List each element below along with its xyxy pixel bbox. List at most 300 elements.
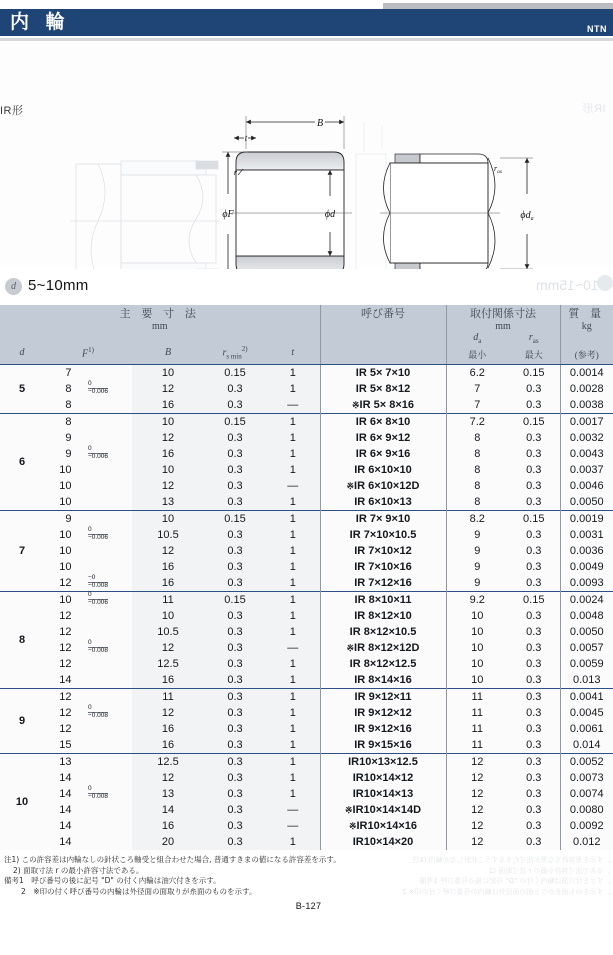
col-sym-ras-sub: as bbox=[532, 337, 539, 345]
cell-thickness-t: 1 bbox=[266, 705, 320, 721]
cell-mounting-ras: 0.15 bbox=[508, 365, 560, 382]
cell-thickness-t: 1 bbox=[266, 770, 320, 786]
cell-mounting-ras: 0.3 bbox=[508, 494, 560, 511]
cell-chamfer-r: 0.3 bbox=[204, 527, 266, 543]
cell-F-diameter bbox=[44, 478, 132, 494]
cell-F-value: 14 bbox=[59, 836, 72, 849]
cell-mounting-da: 9 bbox=[446, 543, 508, 559]
cell-mounting-ras: 0.3 bbox=[508, 559, 560, 575]
col-sym-da-sub: a bbox=[478, 337, 482, 345]
cell-mounting-da: 12 bbox=[446, 818, 508, 834]
cell-thickness-t: 1 bbox=[266, 543, 320, 559]
designation-text: IR 9×15×16 bbox=[354, 739, 412, 752]
cell-designation bbox=[320, 640, 446, 656]
cell-bore-diameter: 5 bbox=[0, 365, 44, 414]
cell-width-B: 16 bbox=[132, 397, 204, 414]
cell-chamfer-r: 0.3 bbox=[204, 689, 266, 706]
cell-thickness-t: 1 bbox=[266, 381, 320, 397]
cell-F-value: 10 bbox=[59, 496, 72, 509]
cell-chamfer-r: 0.3 bbox=[204, 754, 266, 771]
cell-thickness-t: 1 bbox=[266, 689, 320, 706]
cell-chamfer-r: 0.3 bbox=[204, 478, 266, 494]
cell-F-value: 12 bbox=[59, 707, 72, 720]
cell-mounting-da: 11 bbox=[446, 689, 508, 706]
col-label-r bbox=[204, 345, 266, 365]
table-row bbox=[0, 721, 613, 737]
ghost-d-badge bbox=[597, 275, 613, 291]
table-row bbox=[0, 608, 613, 624]
cell-mass: 0.014 bbox=[560, 737, 613, 754]
cell-designation bbox=[320, 381, 446, 397]
designation-text: IR10×14×14D bbox=[352, 804, 422, 817]
cell-F-diameter bbox=[44, 834, 132, 850]
cell-mass: 0.0059 bbox=[560, 656, 613, 672]
table-row bbox=[0, 511, 613, 528]
cell-F-diameter bbox=[44, 414, 132, 431]
cell-F-diameter bbox=[44, 721, 132, 737]
tolerance-upper: 0 bbox=[88, 640, 108, 648]
cell-mass: 0.0050 bbox=[560, 494, 613, 511]
cell-mounting-da: 12 bbox=[446, 754, 508, 771]
col-label-F bbox=[44, 345, 132, 365]
header-main-dimensions: 主 要 寸 法 bbox=[0, 305, 320, 321]
cell-F-value: 10 bbox=[59, 464, 72, 477]
cell-width-B: 12 bbox=[132, 543, 204, 559]
designation-text: IR10×14×12 bbox=[352, 772, 414, 785]
table-row bbox=[0, 705, 613, 721]
col-label-t bbox=[266, 345, 320, 365]
cell-chamfer-r: 0.3 bbox=[204, 575, 266, 592]
tolerance-lower: −0.008 bbox=[87, 792, 109, 800]
bearing-cross-section-diagram bbox=[0, 44, 613, 269]
cell-width-B: 13 bbox=[132, 494, 204, 511]
col-label-r-note: 2) bbox=[241, 345, 248, 353]
cell-bore-diameter: 7 bbox=[0, 511, 44, 592]
footnote-4: 2 ※印の付く呼び番号の内輪は外径面の面取りが糸面のものを示す。 bbox=[21, 886, 257, 896]
cell-F-value: 14 bbox=[59, 804, 72, 817]
cell-thickness-t: 1 bbox=[266, 511, 320, 528]
table-row bbox=[0, 543, 613, 559]
cell-thickness-t: 1 bbox=[266, 624, 320, 640]
cell-mounting-ras: 0.3 bbox=[508, 640, 560, 656]
cell-chamfer-r: 0.3 bbox=[204, 559, 266, 575]
cell-chamfer-r: 0.3 bbox=[204, 656, 266, 672]
cell-chamfer-r: 0.15 bbox=[204, 511, 266, 528]
designation-text: IR10×13×12.5 bbox=[348, 756, 418, 769]
cell-mounting-da: 8 bbox=[446, 494, 508, 511]
cell-bore-diameter: 8 bbox=[0, 592, 44, 689]
cell-F-diameter bbox=[44, 365, 132, 382]
cell-mounting-ras: 0.3 bbox=[508, 543, 560, 559]
cell-chamfer-r: 0.3 bbox=[204, 397, 266, 414]
technical-drawing-area bbox=[0, 44, 613, 269]
cell-mounting-da: 7 bbox=[446, 381, 508, 397]
cell-designation bbox=[320, 478, 446, 494]
header-mounting-dimensions: 取付関係寸法 bbox=[446, 305, 560, 321]
cell-F-value: 10 bbox=[59, 480, 72, 493]
cell-F-tolerance bbox=[87, 575, 108, 589]
table-row bbox=[0, 430, 613, 446]
header-row-subnames bbox=[0, 345, 613, 365]
tolerance-lower: −0.008 bbox=[87, 711, 109, 719]
cell-mass: 0.0041 bbox=[560, 689, 613, 706]
svg-text:ϕF: ϕF bbox=[222, 209, 234, 220]
cell-F-value: 12 bbox=[59, 658, 72, 671]
table-row bbox=[0, 672, 613, 689]
cell-thickness-t: 1 bbox=[266, 737, 320, 754]
tolerance-upper: 0 bbox=[88, 446, 108, 454]
cell-mounting-ras: 0.3 bbox=[508, 754, 560, 771]
ghost-size-range-label: 10~15mm bbox=[536, 277, 599, 293]
cell-designation bbox=[320, 656, 446, 672]
cell-chamfer-r: 0.3 bbox=[204, 721, 266, 737]
cell-mounting-da: 8 bbox=[446, 446, 508, 462]
cell-F-value: 12 bbox=[59, 577, 72, 590]
header-underline bbox=[0, 38, 613, 41]
table-row bbox=[0, 656, 613, 672]
table-head bbox=[0, 305, 613, 365]
cell-chamfer-r: 0.3 bbox=[204, 608, 266, 624]
cell-mounting-da: 9 bbox=[446, 559, 508, 575]
cell-designation bbox=[320, 834, 446, 850]
cell-thickness-t: 1 bbox=[266, 430, 320, 446]
tolerance-upper: −0 bbox=[88, 575, 108, 583]
cell-mass: 0.0038 bbox=[560, 397, 613, 414]
cell-chamfer-r: 0.15 bbox=[204, 592, 266, 609]
cell-F-diameter bbox=[44, 397, 132, 414]
cell-width-B: 11 bbox=[132, 592, 204, 609]
cell-F-value: 9 bbox=[65, 448, 72, 461]
cell-mounting-da: 11 bbox=[446, 721, 508, 737]
cell-mass: 0.0080 bbox=[560, 802, 613, 818]
svg-text:t: t bbox=[244, 133, 248, 143]
cell-F-diameter bbox=[44, 754, 132, 771]
cell-thickness-t: 1 bbox=[266, 721, 320, 737]
cell-chamfer-r: 0.3 bbox=[204, 446, 266, 462]
cell-mass: 0.0092 bbox=[560, 818, 613, 834]
brand-logo: NTN bbox=[587, 24, 607, 34]
cell-designation bbox=[320, 462, 446, 478]
cell-mounting-da: 10 bbox=[446, 640, 508, 656]
cell-mass: 0.0036 bbox=[560, 543, 613, 559]
cell-F-tolerance bbox=[87, 705, 108, 719]
cell-mounting-ras: 0.3 bbox=[508, 381, 560, 397]
cell-designation bbox=[320, 802, 446, 818]
cell-F-diameter bbox=[44, 672, 132, 689]
cell-designation bbox=[320, 689, 446, 706]
designation-mark-icon: ※ bbox=[346, 643, 355, 654]
cell-mass: 0.0045 bbox=[560, 705, 613, 721]
cell-mounting-da: 8 bbox=[446, 478, 508, 494]
cell-designation bbox=[320, 770, 446, 786]
cell-F-value: 14 bbox=[59, 820, 72, 833]
cell-mounting-da: 10 bbox=[446, 624, 508, 640]
cell-chamfer-r: 0.3 bbox=[204, 802, 266, 818]
designation-text: IR10×14×20 bbox=[352, 836, 414, 849]
cell-mounting-da: 7.2 bbox=[446, 414, 508, 431]
cell-F-tolerance bbox=[87, 527, 108, 541]
col-sym-mass-spacer bbox=[560, 332, 613, 345]
bleed-through-type-label: IR形 bbox=[581, 103, 605, 115]
designation-text: IR 8×12×12.5 bbox=[349, 658, 417, 671]
cell-width-B: 16 bbox=[132, 575, 204, 592]
cell-F-value: 12 bbox=[59, 691, 72, 704]
cell-mass: 0.0014 bbox=[560, 365, 613, 382]
col-label-t-text: t bbox=[291, 347, 295, 359]
cell-chamfer-r: 0.3 bbox=[204, 381, 266, 397]
cell-F-diameter bbox=[44, 527, 132, 543]
cell-thickness-t: — bbox=[266, 478, 320, 494]
cell-F-value: 10 bbox=[59, 594, 72, 607]
footnote-2: 2) 面取寸法 r の最小許容寸法である。 bbox=[13, 865, 144, 875]
col-sym-ras bbox=[508, 332, 560, 345]
cell-thickness-t: 1 bbox=[266, 494, 320, 511]
cell-mass: 0.0057 bbox=[560, 640, 613, 656]
cell-width-B: 16 bbox=[132, 559, 204, 575]
page-header bbox=[0, 0, 613, 44]
cell-mounting-ras: 0.3 bbox=[508, 624, 560, 640]
cell-thickness-t: 1 bbox=[266, 592, 320, 609]
cell-mass: 0.0031 bbox=[560, 527, 613, 543]
cell-chamfer-r: 0.3 bbox=[204, 705, 266, 721]
designation-text: IR 9×12×11 bbox=[354, 691, 412, 704]
cell-chamfer-r: 0.3 bbox=[204, 818, 266, 834]
cell-mass: 0.0093 bbox=[560, 575, 613, 592]
cell-thickness-t: — bbox=[266, 640, 320, 656]
designation-text: IR 8×12×10 bbox=[354, 610, 412, 623]
dimension-B bbox=[246, 116, 344, 149]
cell-width-B: 10 bbox=[132, 608, 204, 624]
designation-text: IR 7×10×12 bbox=[354, 545, 412, 558]
cell-width-B: 16 bbox=[132, 672, 204, 689]
cell-designation bbox=[320, 446, 446, 462]
designation-mark-icon: ※ bbox=[352, 400, 360, 411]
designation-text: IR 6×10×10 bbox=[354, 464, 412, 477]
designation-text: IR 5× 8×12 bbox=[355, 383, 411, 396]
col-label-F-text: F bbox=[82, 348, 89, 360]
cell-width-B: 12 bbox=[132, 640, 204, 656]
designation-mark-icon: ※ bbox=[344, 805, 353, 816]
col-label-B-text: B bbox=[164, 347, 172, 359]
cell-thickness-t: 1 bbox=[266, 834, 320, 850]
designation-text: IR 8×14×16 bbox=[354, 674, 412, 687]
tolerance-upper: 0 bbox=[88, 786, 108, 794]
tolerance-lower: −0.008 bbox=[87, 646, 109, 654]
cell-chamfer-r: 0.3 bbox=[204, 640, 266, 656]
table-row bbox=[0, 397, 613, 414]
ghost-left-drawing bbox=[70, 161, 220, 269]
cell-mass: 0.0074 bbox=[560, 786, 613, 802]
specification-table bbox=[0, 305, 613, 850]
tolerance-lower: −0.006 bbox=[87, 452, 109, 460]
cell-F-tolerance bbox=[87, 592, 108, 606]
col-label-r-text: r bbox=[222, 347, 227, 359]
cell-width-B: 10 bbox=[132, 511, 204, 528]
cell-thickness-t: — bbox=[266, 802, 320, 818]
cell-F-diameter bbox=[44, 462, 132, 478]
cell-width-B: 16 bbox=[132, 446, 204, 462]
cell-width-B: 20 bbox=[132, 834, 204, 850]
table-row bbox=[0, 462, 613, 478]
header-designation: 呼び番号 bbox=[320, 305, 446, 321]
cell-F-diameter bbox=[44, 575, 132, 592]
cell-designation bbox=[320, 559, 446, 575]
cell-width-B: 12 bbox=[132, 381, 204, 397]
cell-mounting-ras: 0.3 bbox=[508, 446, 560, 462]
cell-F-diameter bbox=[44, 689, 132, 706]
cell-chamfer-r: 0.3 bbox=[204, 770, 266, 786]
svg-text:r: r bbox=[233, 168, 237, 177]
cell-F-diameter bbox=[44, 543, 132, 559]
svg-text:ras: $r_{as}$ bbox=[494, 164, 503, 175]
footnote-1: 注1) この許容差は内輪なしの針状ころ軸受と組合わせた場合, 普通すきまの値になる許容差を示す。 bbox=[4, 855, 341, 865]
specification-table-wrapper bbox=[0, 305, 613, 850]
cell-mounting-ras: 0.3 bbox=[508, 802, 560, 818]
cell-designation bbox=[320, 737, 446, 754]
cell-bore-diameter: 6 bbox=[0, 414, 44, 511]
d-symbol-badge: d bbox=[5, 278, 22, 295]
unit-mounting: mm bbox=[446, 321, 560, 332]
designation-text: IR 6× 9×12 bbox=[355, 432, 411, 445]
cell-designation bbox=[320, 511, 446, 528]
cell-F-value: 14 bbox=[59, 788, 72, 801]
col-sym-da bbox=[446, 332, 508, 345]
table-row bbox=[0, 689, 613, 706]
footnote-3: 備考1 呼び番号の後に記号 "D" の付く内輪は油穴付きを示す。 bbox=[4, 876, 221, 886]
cell-F-value: 13 bbox=[59, 756, 72, 769]
cell-F-diameter bbox=[44, 705, 132, 721]
header-row-groups bbox=[0, 305, 613, 321]
table-row bbox=[0, 754, 613, 771]
cell-mass: 0.0037 bbox=[560, 462, 613, 478]
table-row bbox=[0, 737, 613, 754]
cell-F-diameter bbox=[44, 608, 132, 624]
cell-designation bbox=[320, 624, 446, 640]
table-row bbox=[0, 381, 613, 397]
cell-mounting-ras: 0.3 bbox=[508, 397, 560, 414]
col-label-designation-spacer bbox=[320, 345, 446, 365]
cell-mass: 0.0050 bbox=[560, 624, 613, 640]
cell-mounting-da: 9 bbox=[446, 575, 508, 592]
cell-bore-diameter: 9 bbox=[0, 689, 44, 754]
cell-width-B: 16 bbox=[132, 737, 204, 754]
table-row bbox=[0, 802, 613, 818]
cell-designation bbox=[320, 365, 446, 382]
cell-chamfer-r: 0.15 bbox=[204, 365, 266, 382]
cell-F-value: 9 bbox=[65, 513, 72, 526]
cell-mounting-ras: 0.3 bbox=[508, 656, 560, 672]
cell-F-diameter bbox=[44, 592, 132, 609]
cell-mass: 0.0017 bbox=[560, 414, 613, 431]
cell-chamfer-r: 0.3 bbox=[204, 737, 266, 754]
cell-F-diameter bbox=[44, 430, 132, 446]
col-label-d bbox=[0, 345, 44, 365]
table-row bbox=[0, 478, 613, 494]
cell-designation bbox=[320, 672, 446, 689]
cell-designation bbox=[320, 818, 446, 834]
cell-thickness-t: 1 bbox=[266, 446, 320, 462]
designation-text: IR10×14×16 bbox=[356, 820, 418, 833]
cell-mass: 0.012 bbox=[560, 834, 613, 850]
cell-thickness-t: 1 bbox=[266, 754, 320, 771]
col-sym-F-spacer bbox=[44, 332, 132, 345]
table-row bbox=[0, 818, 613, 834]
table-row bbox=[0, 446, 613, 462]
cell-designation bbox=[320, 721, 446, 737]
cell-thickness-t: 1 bbox=[266, 527, 320, 543]
table-row bbox=[0, 640, 613, 656]
cell-designation bbox=[320, 754, 446, 771]
cell-width-B: 10 bbox=[132, 414, 204, 431]
ghost-center-right bbox=[356, 122, 386, 269]
cell-mass: 0.013 bbox=[560, 672, 613, 689]
cell-F-value: 10 bbox=[59, 561, 72, 574]
cell-F-diameter bbox=[44, 786, 132, 802]
cell-width-B: 10.5 bbox=[132, 624, 204, 640]
dimension-t bbox=[234, 133, 256, 143]
tolerance-lower: −0.008 bbox=[87, 581, 109, 589]
cell-designation bbox=[320, 786, 446, 802]
cell-F-value: 12 bbox=[59, 610, 72, 623]
size-range-row bbox=[0, 269, 613, 305]
cell-F-diameter bbox=[44, 737, 132, 754]
unit-main-dimensions: mm bbox=[0, 321, 320, 332]
cell-mounting-ras: 0.15 bbox=[508, 414, 560, 431]
cell-mass: 0.0061 bbox=[560, 721, 613, 737]
cell-chamfer-r: 0.3 bbox=[204, 430, 266, 446]
cell-mounting-ras: 0.3 bbox=[508, 786, 560, 802]
designation-text: IR 7×10×16 bbox=[354, 561, 412, 574]
page-number: B-127 bbox=[295, 901, 322, 912]
cell-F-value: 8 bbox=[65, 399, 72, 412]
cell-designation bbox=[320, 527, 446, 543]
cell-F-value: 12 bbox=[59, 642, 72, 655]
col-sym-r-spacer bbox=[204, 332, 266, 345]
tolerance-upper: 0 bbox=[88, 527, 108, 535]
cell-mounting-da: 12 bbox=[446, 770, 508, 786]
designation-text: IR 5× 7×10 bbox=[355, 367, 411, 380]
header-row-units bbox=[0, 321, 613, 332]
cell-mounting-ras: 0.3 bbox=[508, 834, 560, 850]
cell-designation bbox=[320, 592, 446, 609]
cell-bore-diameter: 10 bbox=[0, 754, 44, 851]
col-sym-da-text: d bbox=[473, 332, 479, 343]
cell-mass: 0.0048 bbox=[560, 608, 613, 624]
cell-mounting-ras: 0.3 bbox=[508, 705, 560, 721]
cell-F-value: 15 bbox=[59, 739, 72, 752]
col-label-ras-minmax: 最大 bbox=[508, 345, 560, 365]
cell-F-value: 8 bbox=[65, 383, 72, 396]
cell-designation bbox=[320, 575, 446, 592]
cell-mounting-da: 11 bbox=[446, 705, 508, 721]
cell-width-B: 10 bbox=[132, 462, 204, 478]
col-label-mass-note: (参考) bbox=[560, 345, 613, 365]
unit-mass: kg bbox=[560, 321, 613, 332]
cell-chamfer-r: 0.3 bbox=[204, 462, 266, 478]
cell-F-diameter bbox=[44, 559, 132, 575]
cell-mounting-da: 7 bbox=[446, 397, 508, 414]
cell-chamfer-r: 0.3 bbox=[204, 672, 266, 689]
cell-mass: 0.0049 bbox=[560, 559, 613, 575]
cell-F-diameter bbox=[44, 802, 132, 818]
designation-text: IR 9×12×12 bbox=[354, 707, 412, 720]
table-row bbox=[0, 414, 613, 431]
cell-thickness-t: — bbox=[266, 818, 320, 834]
table-row bbox=[0, 786, 613, 802]
cell-chamfer-r: 0.3 bbox=[204, 786, 266, 802]
cell-mounting-ras: 0.3 bbox=[508, 527, 560, 543]
tolerance-upper: 0 bbox=[88, 705, 108, 713]
